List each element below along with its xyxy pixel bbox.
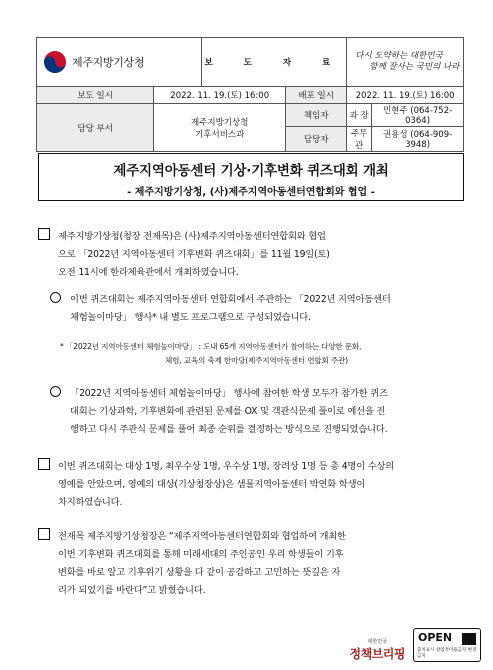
dist-label: 배포 일시 [286, 87, 347, 104]
dept-label: 담당 부서 [37, 104, 154, 152]
p3-line-4: 리가 되었기를 바란다”고 밝혔습니다. [58, 585, 206, 596]
staff-contact: 권용성 (064-909-3948) [372, 127, 464, 152]
footnote [60, 340, 470, 368]
slogan-line-2: 함께 잘사는 국민의 나라 [369, 62, 460, 72]
dept-line-2: 기후서비스과 [195, 129, 245, 140]
resp-title: 과 장 [347, 104, 372, 127]
policy-logo-small-text: 대한민국 [367, 639, 387, 645]
paragraph-2 [38, 458, 468, 512]
note-line-2: 체험, 교육의 축제 한마당(제주지역아동센터 연합회 주관) [165, 356, 348, 365]
p3-line-1: 전재목 제주지방기상청장은 “제주지역아동센터연합회와 협업하여 개최한 [58, 531, 346, 542]
open-license-badge [413, 628, 481, 662]
paragraph-1 [38, 228, 468, 282]
circle-bullet-icon [50, 292, 61, 303]
org-name: 제주지방기상청 [72, 56, 145, 69]
headline-box [38, 153, 464, 201]
circle-bullet-icon [50, 386, 61, 397]
square-bullet-icon [38, 228, 50, 240]
policy-briefing-logo [350, 638, 405, 662]
org-logo-cell [37, 38, 202, 87]
dept-value [154, 104, 286, 152]
release-value: 2022. 11. 19.(토) 16:00 [154, 87, 286, 104]
sub-point-2 [50, 385, 470, 439]
sub-point-1 [50, 291, 470, 327]
p3-line-2: 이번 기후변화 퀴즈대회를 통해 미래세대의 주인공인 우리 학생들이 기후 [58, 549, 344, 560]
s1-line-1: 이번 퀴즈대회는 제주지역아동센터 연합회에서 주관하는 「2022년 지역아동센터 [70, 294, 391, 305]
doc-type-title: 보 도 자 료 [202, 38, 347, 87]
paragraph-3 [38, 528, 468, 600]
headline-subtitle: - 제주지방기상청, (사)제주지역아동센터연합회와 협업 - [127, 187, 375, 198]
s2-line-2: 대회는 기상과학, 기후변화에 관련된 문제를 OX 및 객관식문제 풀이로 예선을 진 [70, 406, 386, 417]
s2-line-3: 행하고 다시 주관식 문제를 풀어 최종 순위를 결정하는 방식으로 진행되었습니다. [70, 424, 388, 435]
policy-logo-text: 정책브리핑 [349, 647, 405, 661]
staff-label: 담당자 [286, 127, 347, 152]
release-label: 보도 일시 [37, 87, 154, 104]
p2-line-1: 이번 퀴즈대회는 대상 1명, 최우수상 1명, 우수상 1명, 장려상 1명 등 총 4명이 수상의 [58, 461, 395, 472]
open-sub-text: 출처표시 상업적이용금지 변경금지 [417, 648, 477, 659]
s1-line-2: 체험놀이마당」 행사* 내 별도 프로그램으로 구성되었습니다. [70, 312, 311, 323]
p1-line-3: 오전 11시에 한라체육관에서 개최하였습니다. [58, 267, 239, 278]
footer-logos [350, 628, 481, 662]
slogan-line-1: 다시 도약하는 대한민국 [355, 51, 443, 61]
resp-label: 책임자 [286, 104, 347, 127]
taegeuk-emblem-icon [43, 50, 67, 74]
dept-line-1: 제주지방기상청 [190, 117, 249, 128]
p3-line-3: 변화를 바로 알고 기후위기 상황을 다 같이 공감하고 고민하는 뜻깊은 자 [58, 567, 341, 578]
square-bullet-icon [38, 458, 50, 470]
press-header-table [36, 37, 464, 152]
p1-line-1: 제주지방기상청(청장 전재목)은 (사)제주지역아동센터연합회와 협업 [58, 231, 326, 242]
dist-value: 2022. 11. 19.(토) 16:00 [347, 87, 464, 104]
s2-line-1: 「2022년 지역아동센터 체험놀이마당」 행사에 참여한 학생 모두가 참가한 퀴즈 [70, 388, 388, 399]
staff-title: 주무관 [347, 127, 372, 152]
license-icon [462, 633, 476, 645]
p1-line-2: 으로 「2022년 지역아동센터 기후변화 퀴즈대회」를 11월 19일(토) [58, 249, 330, 260]
p2-line-3: 차지하였습니다. [58, 497, 123, 508]
open-label: OPEN [418, 631, 453, 644]
headline-title: 제주지역아동센터 기상·기후변화 퀴즈대회 개최 [113, 163, 389, 179]
note-line-1: * 「2022년 지역아동센터 체험놀이마당」 : 도내 65개 지역아동센터가 참여하는 다양한 문화, [60, 342, 362, 351]
government-slogan [347, 38, 464, 87]
resp-contact: 민현주 (064-752-0364) [372, 104, 464, 127]
square-bullet-icon [38, 528, 50, 540]
p2-line-2: 영예를 안았으며, 영예의 대상(기상청장상)은 샘물지역아동센터 박연화 학생이 [58, 479, 366, 490]
